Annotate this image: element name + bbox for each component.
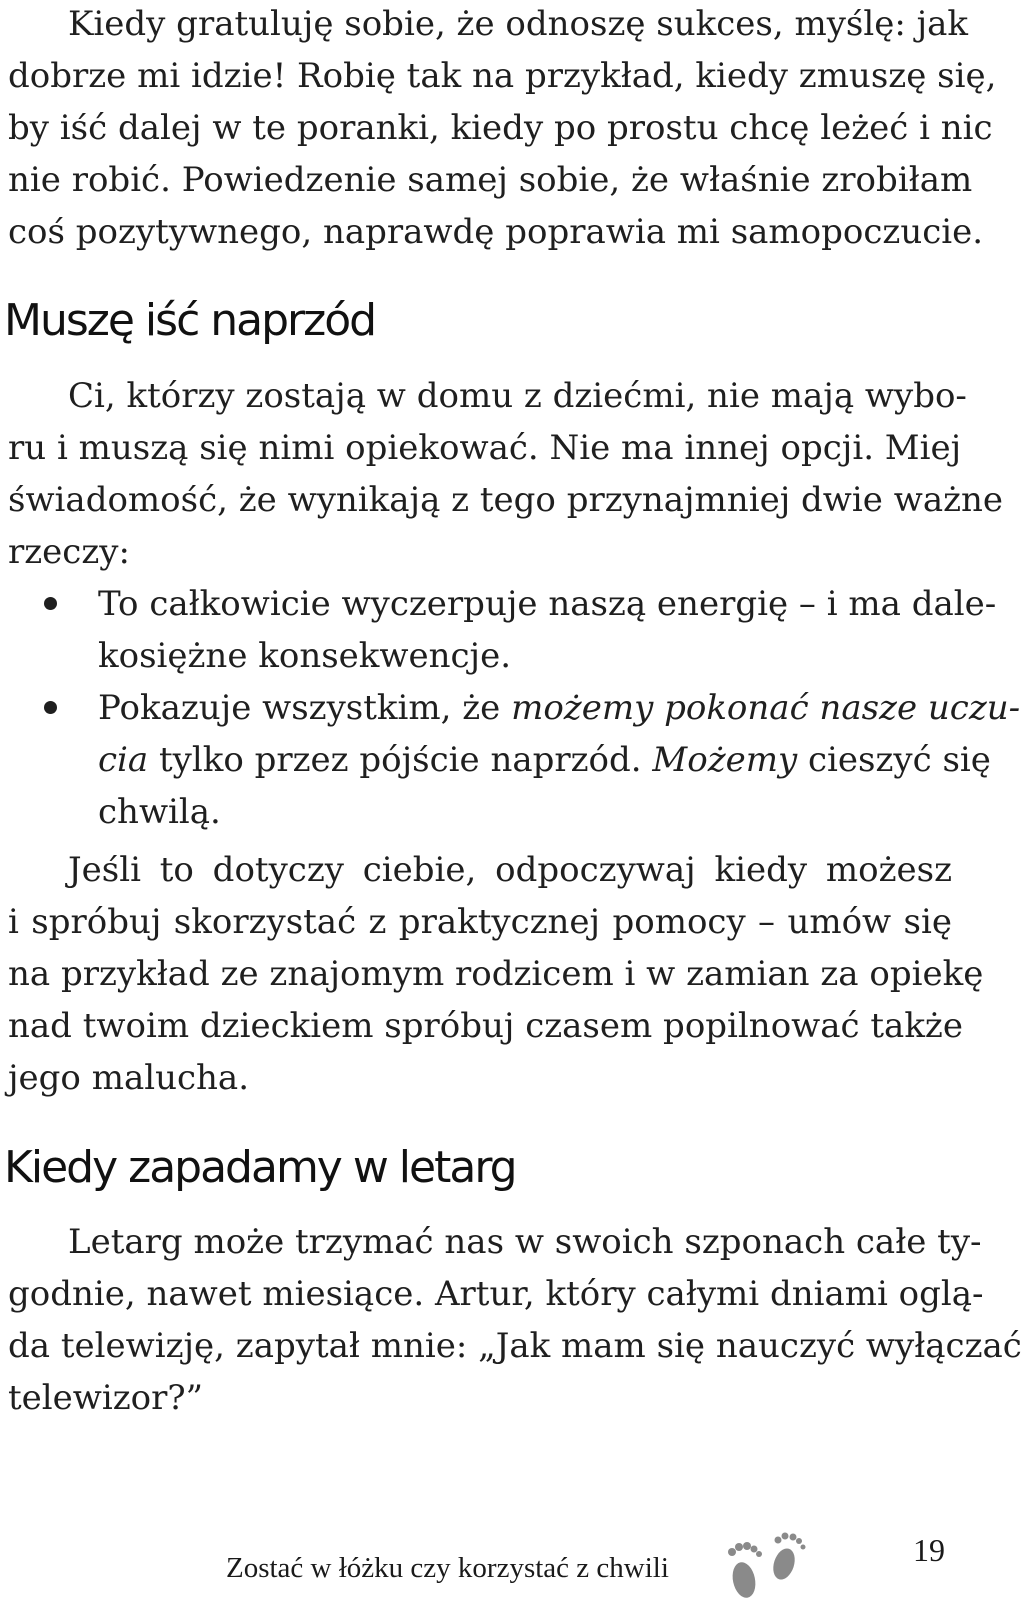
text-line: [98, 682, 1021, 734]
text-line: kosiężne konsekwencje.: [98, 636, 512, 676]
text-line: chwilą.: [98, 792, 221, 832]
bullet-dot-icon: [44, 701, 57, 714]
text-line: coś pozytywnego, naprawdę poprawia mi samopoczucie.: [8, 212, 984, 252]
text-span: cieszyć się: [797, 740, 991, 780]
heading-lethargy: Kiedy zapadamy w letarg: [4, 1142, 516, 1193]
bullet-dot-icon: [44, 597, 57, 610]
text-line: i spróbuj skorzystać z praktycznej pomocy – umów się: [8, 902, 952, 942]
text-line: nad twoim dzieckiem spróbuj czasem popilnować także: [8, 1006, 963, 1046]
emphasis: możemy pokonać nasze uczu-: [511, 688, 1021, 728]
text-line: Ci, którzy zostają w domu z dziećmi, nie mają wybo-: [68, 376, 967, 416]
text-line: na przykład ze znajomym rodzicem i w zamian za opiekę: [8, 954, 984, 994]
text-line: ru i muszą się nimi opiekować. Nie ma innej opcji. Miej: [8, 428, 962, 468]
emphasis: Możemy: [652, 740, 798, 780]
choice-paragraph: [8, 370, 1004, 578]
text-span: tylko przez pójście naprzód.: [148, 740, 653, 780]
list-item: [40, 682, 1021, 838]
emphasis: cia: [98, 740, 149, 780]
footprints-icon: [722, 1528, 812, 1608]
text-line: telewizor?”: [8, 1378, 204, 1418]
text-line: nie robić. Powiedzenie samej sobie, że właśnie zrobiłam: [8, 160, 973, 200]
text-line: Letarg może trzymać nas w swoich szponach całe ty-: [68, 1222, 982, 1262]
text-line: To całkowicie wyczerpuje naszą energię – i ma dale-: [98, 584, 997, 624]
heading-move-forward: Muszę iść naprzód: [4, 295, 376, 346]
intro-paragraph: [8, 0, 997, 258]
text-line: by iść dalej w te poranki, kiedy po prostu chcę leżeć i nic: [8, 108, 993, 148]
text-line: godnie, nawet miesiące. Artur, który całymi dniami oglą-: [8, 1274, 984, 1314]
text-line: Kiedy gratuluję sobie, że odnoszę sukces, myślę: jak: [68, 4, 969, 44]
page-number: 19: [913, 1532, 945, 1568]
bullet-list: [40, 578, 1021, 838]
advice-paragraph: [8, 844, 984, 1104]
lethargy-paragraph: [8, 1216, 1022, 1424]
text-line: Jeśli to dotyczy ciebie, odpoczywaj kiedy możesz: [68, 850, 952, 890]
text-line: dobrze mi idzie! Robię tak na przykład, kiedy zmuszę się,: [8, 56, 997, 96]
text-line: świadomość, że wynikają z tego przynajmniej dwie ważne: [8, 480, 1004, 520]
text-span: Pokazuje wszystkim, że: [98, 688, 512, 728]
text-line: jego malucha.: [8, 1058, 250, 1098]
text-line: rzeczy:: [8, 532, 130, 572]
text-line: [98, 734, 991, 786]
text-line: da telewizję, zapytał mnie: „Jak mam się nauczyć wyłączać: [8, 1326, 1022, 1366]
running-footer-title: Zostać w łóżku czy korzystać z chwili: [226, 1552, 669, 1584]
list-item: [40, 578, 997, 682]
